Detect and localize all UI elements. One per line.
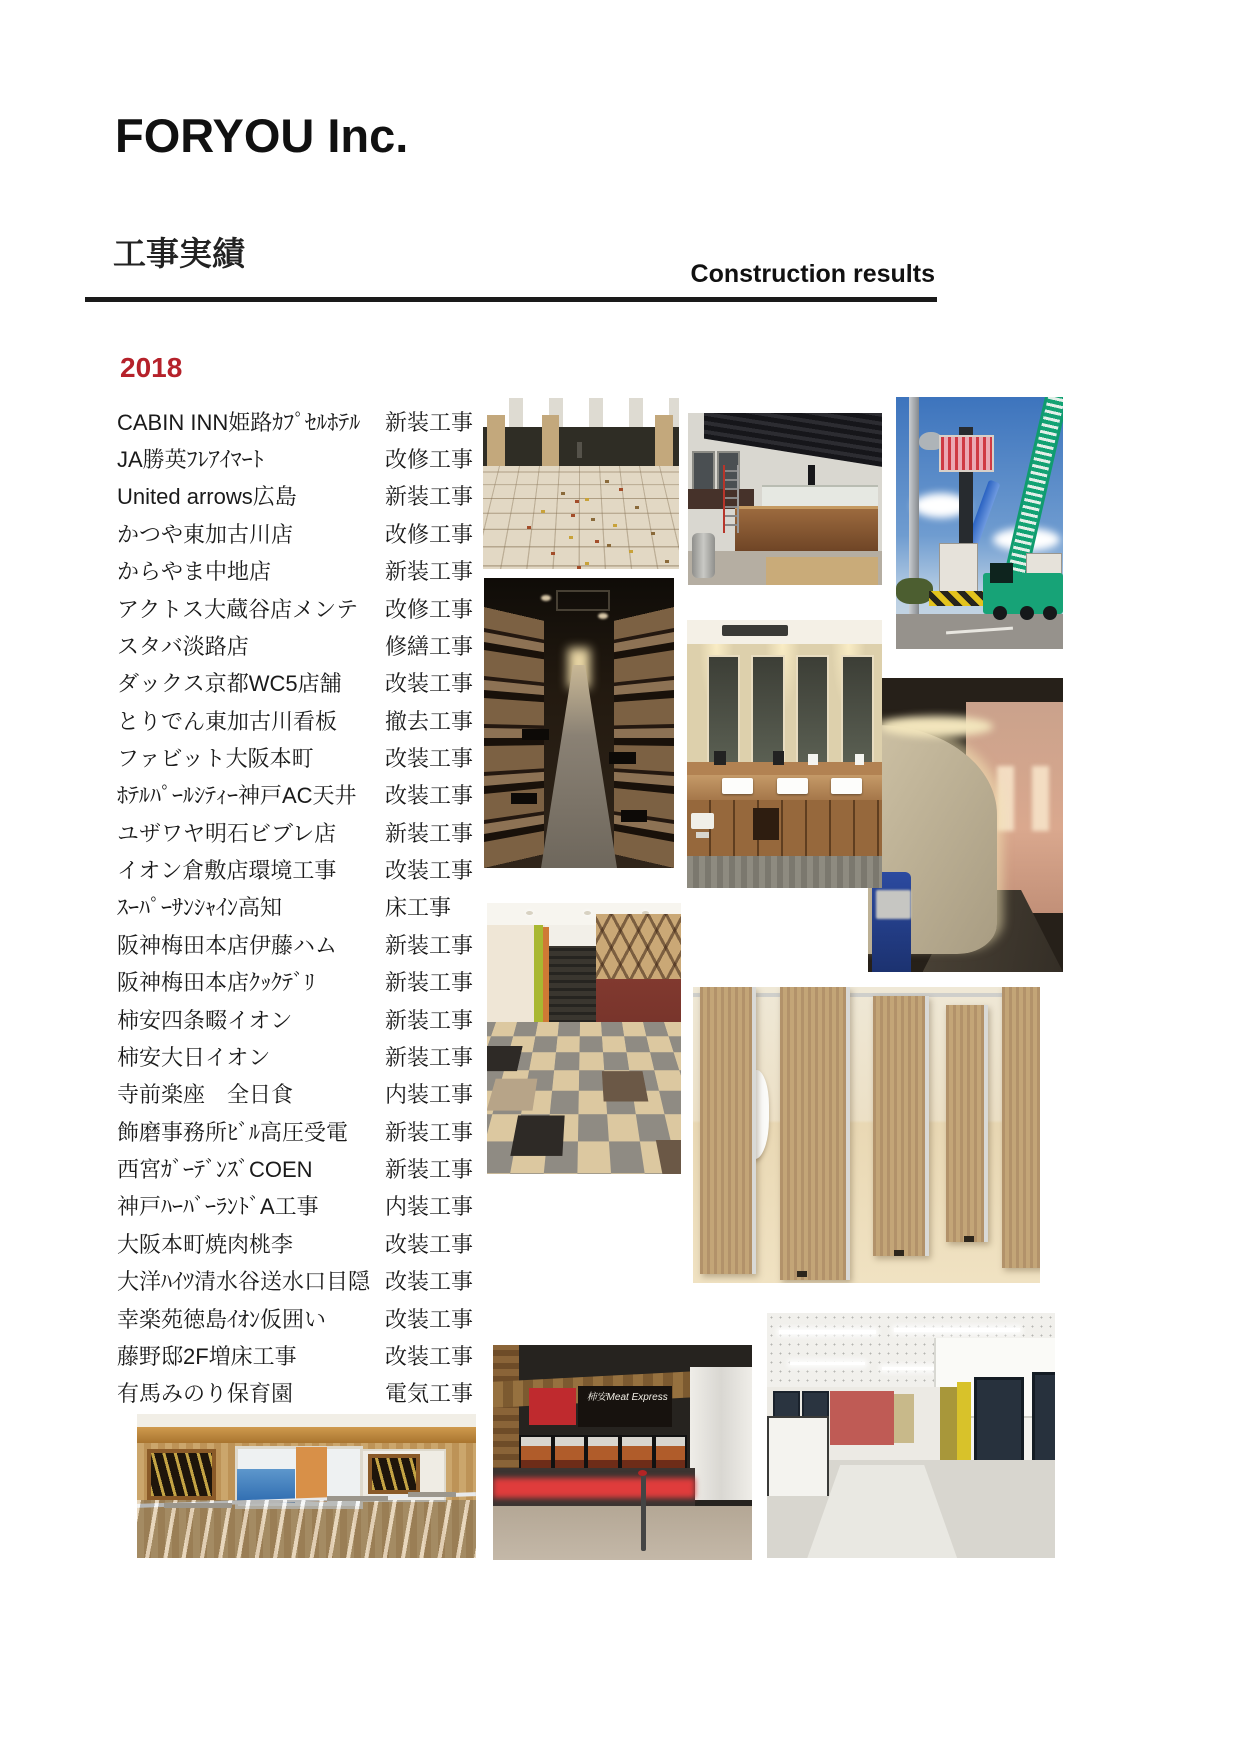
photo-fragment (493, 1506, 752, 1560)
work-type: 改装工事 (385, 671, 474, 696)
photo-counter-renovation (688, 413, 882, 585)
photo-fragment (511, 793, 538, 805)
photo-curved-hallway (868, 678, 1063, 972)
project-row (117, 1190, 477, 1220)
photo-fragment (577, 442, 582, 458)
photo-fragment (522, 729, 549, 741)
photo-fragment (790, 1362, 865, 1365)
photo-fragment (561, 492, 565, 495)
restaurant-sign: 柿安Meat Express (578, 1386, 671, 1427)
photo-fragment (722, 625, 788, 636)
photo-fragment (777, 778, 808, 794)
project-name: スタバ淡路店 (117, 634, 249, 659)
photo-fragment (598, 613, 608, 619)
calligraphy-signboard (368, 1454, 420, 1494)
photo-fragment (808, 754, 818, 765)
work-type: 新装工事 (385, 1157, 474, 1182)
photo-crane-sign-lift (896, 397, 1063, 649)
photo-fragment (137, 1414, 476, 1427)
work-type: 新装工事 (385, 1120, 474, 1145)
work-type: 改装工事 (385, 858, 474, 883)
photo-fragment (735, 509, 879, 550)
project-row (117, 929, 477, 959)
photo-fragment (692, 533, 715, 578)
photo-fragment (876, 890, 911, 919)
photo-fragment (1002, 987, 1040, 1268)
photo-fragment (687, 800, 882, 856)
work-type: 改修工事 (385, 447, 474, 472)
photo-fragment (487, 1022, 681, 1174)
page-title-japanese: 工事実績 (113, 235, 245, 272)
photo-toilet-partitions (693, 987, 1040, 1283)
project-name: United arrows広島 (117, 484, 297, 509)
photo-fragment (780, 987, 850, 1280)
photo-floor-hall (483, 398, 679, 569)
photo-fragment (529, 1388, 576, 1425)
photo-fragment (638, 1470, 647, 1476)
project-name: 神戸ﾊｰﾊﾞｰﾗﾝﾄﾞA工事 (117, 1194, 319, 1219)
work-type: 新装工事 (385, 559, 474, 584)
photo-restaurant-stall (493, 1345, 752, 1560)
project-name: かつや東加古川店 (117, 522, 294, 547)
photo-fragment (939, 543, 978, 595)
photo-fragment (137, 1500, 476, 1558)
project-row (117, 1340, 477, 1370)
project-row (117, 1004, 477, 1034)
photo-fragment (855, 754, 865, 765)
header-rule (85, 297, 937, 302)
photo-fragment (296, 1447, 327, 1502)
menu-screen (553, 1435, 587, 1471)
photo-fragment (487, 1079, 537, 1111)
project-row (117, 1228, 477, 1258)
year-heading: 2018 (120, 352, 183, 383)
photo-fragment (894, 1250, 904, 1256)
photo-fragment (621, 810, 648, 822)
photo-fragment (964, 1236, 974, 1242)
photo-fragment (997, 766, 1015, 831)
photo-fragment (993, 606, 1007, 620)
photo-fragment (990, 563, 1013, 583)
work-type: 新装工事 (385, 1045, 474, 1070)
photo-fragment (939, 435, 993, 472)
work-type: 修繕工事 (385, 634, 474, 659)
company-title: FORYOU Inc. (115, 109, 409, 162)
photo-fragment (779, 1330, 877, 1334)
photo-fragment (766, 557, 879, 585)
project-row (117, 779, 477, 809)
work-type: 改装工事 (385, 783, 474, 808)
project-name: 幸楽苑徳島ｲｵﾝ仮囲い (117, 1307, 327, 1332)
project-name: JA勝英ﾌﾚｱｲﾏｰﾄ (117, 447, 264, 472)
photo-fragment (841, 655, 874, 766)
photo-fragment (541, 595, 551, 601)
photo-fragment (753, 808, 778, 840)
photo-fragment (487, 415, 505, 471)
photo-fragment (831, 778, 862, 794)
work-type: 新装工事 (385, 933, 474, 958)
work-type: 新装工事 (385, 970, 474, 995)
photo-fragment (808, 465, 815, 485)
project-name: 飾磨事務所ﾋﾞﾙ高圧受電 (117, 1120, 349, 1145)
project-row (117, 593, 477, 623)
photo-fragment (796, 655, 829, 766)
project-row (117, 518, 477, 548)
photo-fragment (1020, 606, 1034, 620)
project-row (117, 742, 477, 772)
photo-fragment (690, 1367, 752, 1500)
project-row (117, 406, 477, 436)
photo-checkered-corridor (487, 903, 681, 1174)
photo-fragment (830, 1391, 893, 1445)
photo-fragment (767, 1416, 829, 1496)
photo-fragment (946, 1005, 988, 1242)
project-name: 柿安四条畷イオン (117, 1008, 293, 1033)
photo-fragment (873, 996, 929, 1256)
project-row (117, 1377, 477, 1407)
project-row (117, 1303, 477, 1333)
photo-fragment (896, 578, 933, 603)
project-name: ダックス京都WC5店舗 (117, 671, 342, 696)
work-type: 新装工事 (385, 1008, 474, 1033)
photo-fragment (542, 415, 560, 471)
work-type: 改装工事 (385, 1307, 474, 1332)
photo-fragment (483, 398, 679, 427)
photo-fragment (751, 655, 784, 766)
photo-fragment (1043, 606, 1057, 620)
project-name: 寺前楽座 全日食 (117, 1082, 294, 1107)
photo-fragment (493, 1478, 695, 1497)
project-name: 大洋ﾊｲﾂ清水谷送水口目隠 (117, 1269, 371, 1294)
photo-fragment (556, 590, 609, 611)
photo-washroom-vanity (687, 620, 882, 888)
photo-display-counter (137, 1414, 476, 1558)
project-row (117, 1153, 477, 1183)
project-name: CABIN INN姫路ｶﾌﾟｾﾙﾎﾃﾙ (117, 410, 361, 435)
photo-fragment (797, 1271, 807, 1277)
menu-screen (519, 1435, 553, 1471)
work-type: 改装工事 (385, 1232, 474, 1257)
photo-fragment (605, 480, 609, 483)
photo-fragment (164, 1503, 232, 1508)
menu-screen (586, 1435, 620, 1471)
photo-fragment (510, 1116, 564, 1157)
photo-fragment (700, 987, 756, 1274)
work-type: 電気工事 (385, 1381, 474, 1406)
photo-fragment (929, 591, 989, 606)
project-name: とりでん東加古川看板 (117, 709, 338, 734)
project-row (117, 1116, 477, 1146)
photo-fragment (408, 1492, 455, 1497)
project-row (117, 1041, 477, 1071)
photo-fragment (707, 655, 740, 766)
project-name: 藤野邸2F増床工事 (117, 1344, 297, 1369)
photo-fragment (614, 607, 674, 868)
project-name: イオン倉敷店環境工事 (117, 858, 337, 883)
project-row (117, 817, 477, 847)
project-row (117, 966, 477, 996)
photo-fragment (894, 1394, 914, 1443)
work-type: 改装工事 (385, 1269, 474, 1294)
work-type: 撤去工事 (385, 709, 474, 734)
work-type: 新装工事 (385, 410, 474, 435)
work-type: 改修工事 (385, 597, 474, 622)
photo-fragment (692, 451, 715, 493)
work-type: 改装工事 (385, 1344, 474, 1369)
project-name: 阪神梅田本店ｸｯｸﾃﾞﾘ (117, 970, 316, 995)
photo-fragment (137, 1427, 476, 1443)
photo-fragment (483, 466, 679, 569)
project-name: ｽｰﾊﾟｰｻﾝｼｬｲﾝ高知 (117, 895, 283, 920)
photo-fragment (602, 1072, 649, 1102)
project-row (117, 480, 477, 510)
project-row (117, 1265, 477, 1295)
work-type: 内装工事 (385, 1194, 474, 1219)
calligraphy-signboard (147, 1449, 216, 1500)
photo-fragment (655, 1141, 681, 1174)
project-row (117, 443, 477, 473)
photo-fragment (655, 415, 673, 471)
project-name: からやま中地店 (117, 559, 272, 584)
project-row (117, 667, 477, 697)
page-title-english: Construction results (690, 260, 935, 288)
photo-fragment (541, 665, 617, 868)
menu-screen (654, 1435, 688, 1471)
project-name: ファビット大阪本町 (117, 746, 314, 771)
project-name: 有馬みのり保育園 (117, 1381, 294, 1406)
project-name: アクトス大蔵谷店メンテ (117, 597, 359, 622)
photo-fragment (526, 911, 533, 915)
photo-capsule-corridor (484, 578, 674, 868)
project-name: 柿安大日イオン (117, 1045, 271, 1070)
photo-fragment (641, 1474, 646, 1551)
photo-fragment (880, 716, 993, 737)
photo-fragment (723, 465, 739, 534)
project-row (117, 555, 477, 585)
photo-fragment (609, 752, 636, 764)
project-row (117, 891, 477, 921)
work-type: 内装工事 (385, 1082, 474, 1107)
project-name: 大阪本町焼肉桃李 (117, 1232, 294, 1257)
photo-fragment (691, 813, 714, 829)
project-name: 阪神梅田本店伊藤ハム (117, 933, 338, 958)
project-row (117, 1078, 477, 1108)
work-type: 床工事 (385, 895, 452, 920)
project-name: 西宮ｶﾞｰﾃﾞﾝｽﾞCOEN (117, 1157, 313, 1182)
project-row (117, 630, 477, 660)
photo-fragment (722, 778, 753, 794)
project-row (117, 854, 477, 884)
photo-fragment (1032, 766, 1050, 831)
work-type: 改修工事 (385, 522, 474, 547)
work-type: 改装工事 (385, 746, 474, 771)
project-name: ﾎﾃﾙﾊﾟｰﾙｼﾃｨｰ神戸AC天井 (117, 783, 357, 808)
photo-fragment (773, 751, 785, 764)
photo-fragment (327, 1496, 388, 1501)
menu-screen (620, 1435, 654, 1471)
photo-empty-room (767, 1313, 1055, 1558)
project-row (117, 705, 477, 735)
photo-fragment (714, 751, 726, 764)
work-type: 新装工事 (385, 821, 474, 846)
photo-fragment (687, 856, 882, 888)
work-type: 新装工事 (385, 484, 474, 509)
photo-fragment (487, 1046, 522, 1071)
photo-fragment (894, 1328, 1021, 1332)
photo-fragment (940, 1387, 957, 1470)
project-name: ユザワヤ明石ビブレ店 (117, 821, 337, 846)
